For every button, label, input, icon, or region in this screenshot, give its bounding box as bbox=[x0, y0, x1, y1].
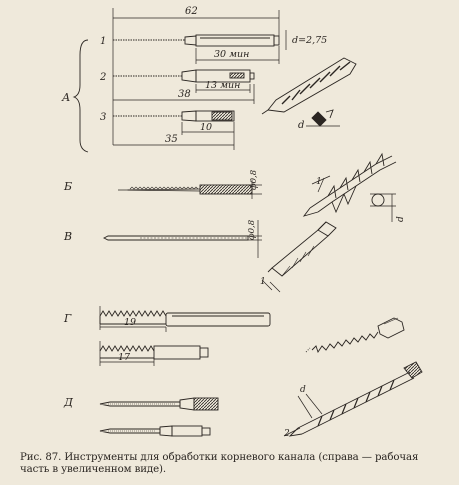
dim-d-value: d=2,75 bbox=[292, 35, 328, 46]
group-label-g: Г bbox=[64, 312, 72, 325]
label-v-one: 1 bbox=[260, 277, 266, 287]
twist-file-enlarged bbox=[262, 58, 356, 114]
label-b-d: d bbox=[396, 216, 406, 222]
dim-handle-1: 30 мин bbox=[214, 49, 250, 60]
label-d-d: d bbox=[300, 385, 306, 395]
dim-total-1: 62 bbox=[185, 6, 198, 17]
hedstrom-enlarged bbox=[284, 362, 422, 436]
barbed-broach-enlarged bbox=[304, 154, 396, 222]
dim-total-3: 35 bbox=[165, 134, 178, 145]
figure-caption: Рис. 87. Инструменты для обработки корневого канала (справа — рабочая часть в увеличенном виде). bbox=[20, 452, 419, 475]
group-label-a: А bbox=[62, 91, 71, 104]
group-label-v: В bbox=[64, 230, 73, 243]
dim-len-g2: 17 bbox=[118, 352, 131, 363]
label-a-d: d bbox=[298, 120, 305, 131]
instrument-number-1: 1 bbox=[100, 36, 107, 47]
dim-handle-2: 13 мин bbox=[205, 80, 241, 91]
dim-total-2: 38 bbox=[178, 89, 191, 100]
cross-section-a bbox=[306, 110, 340, 126]
dim-diam-v: ф0,8 bbox=[247, 219, 257, 240]
group-label-d: Д bbox=[64, 396, 73, 409]
instrument-g2 bbox=[100, 341, 208, 366]
dim-diam-b: ф0,8 bbox=[249, 169, 259, 190]
instrument-a3 bbox=[113, 111, 234, 121]
label-b-one: 1 bbox=[316, 177, 322, 187]
instrument-d2 bbox=[100, 426, 210, 436]
dim-len-g1: 19 bbox=[124, 317, 137, 328]
instrument-a1 bbox=[113, 35, 279, 46]
instrument-d1 bbox=[100, 398, 218, 410]
rasp-enlarged bbox=[306, 318, 404, 352]
instrument-v bbox=[104, 220, 262, 258]
dim-handle-3: 10 bbox=[200, 122, 213, 133]
instrument-number-2: 2 bbox=[100, 72, 107, 83]
group-a-brace bbox=[74, 40, 88, 152]
group-label-b: Б bbox=[64, 180, 73, 193]
square-file-enlarged bbox=[262, 222, 336, 292]
instrument-b bbox=[118, 180, 262, 199]
label-d-two: 2 bbox=[284, 429, 290, 439]
instrument-number-3: 3 bbox=[100, 112, 107, 123]
